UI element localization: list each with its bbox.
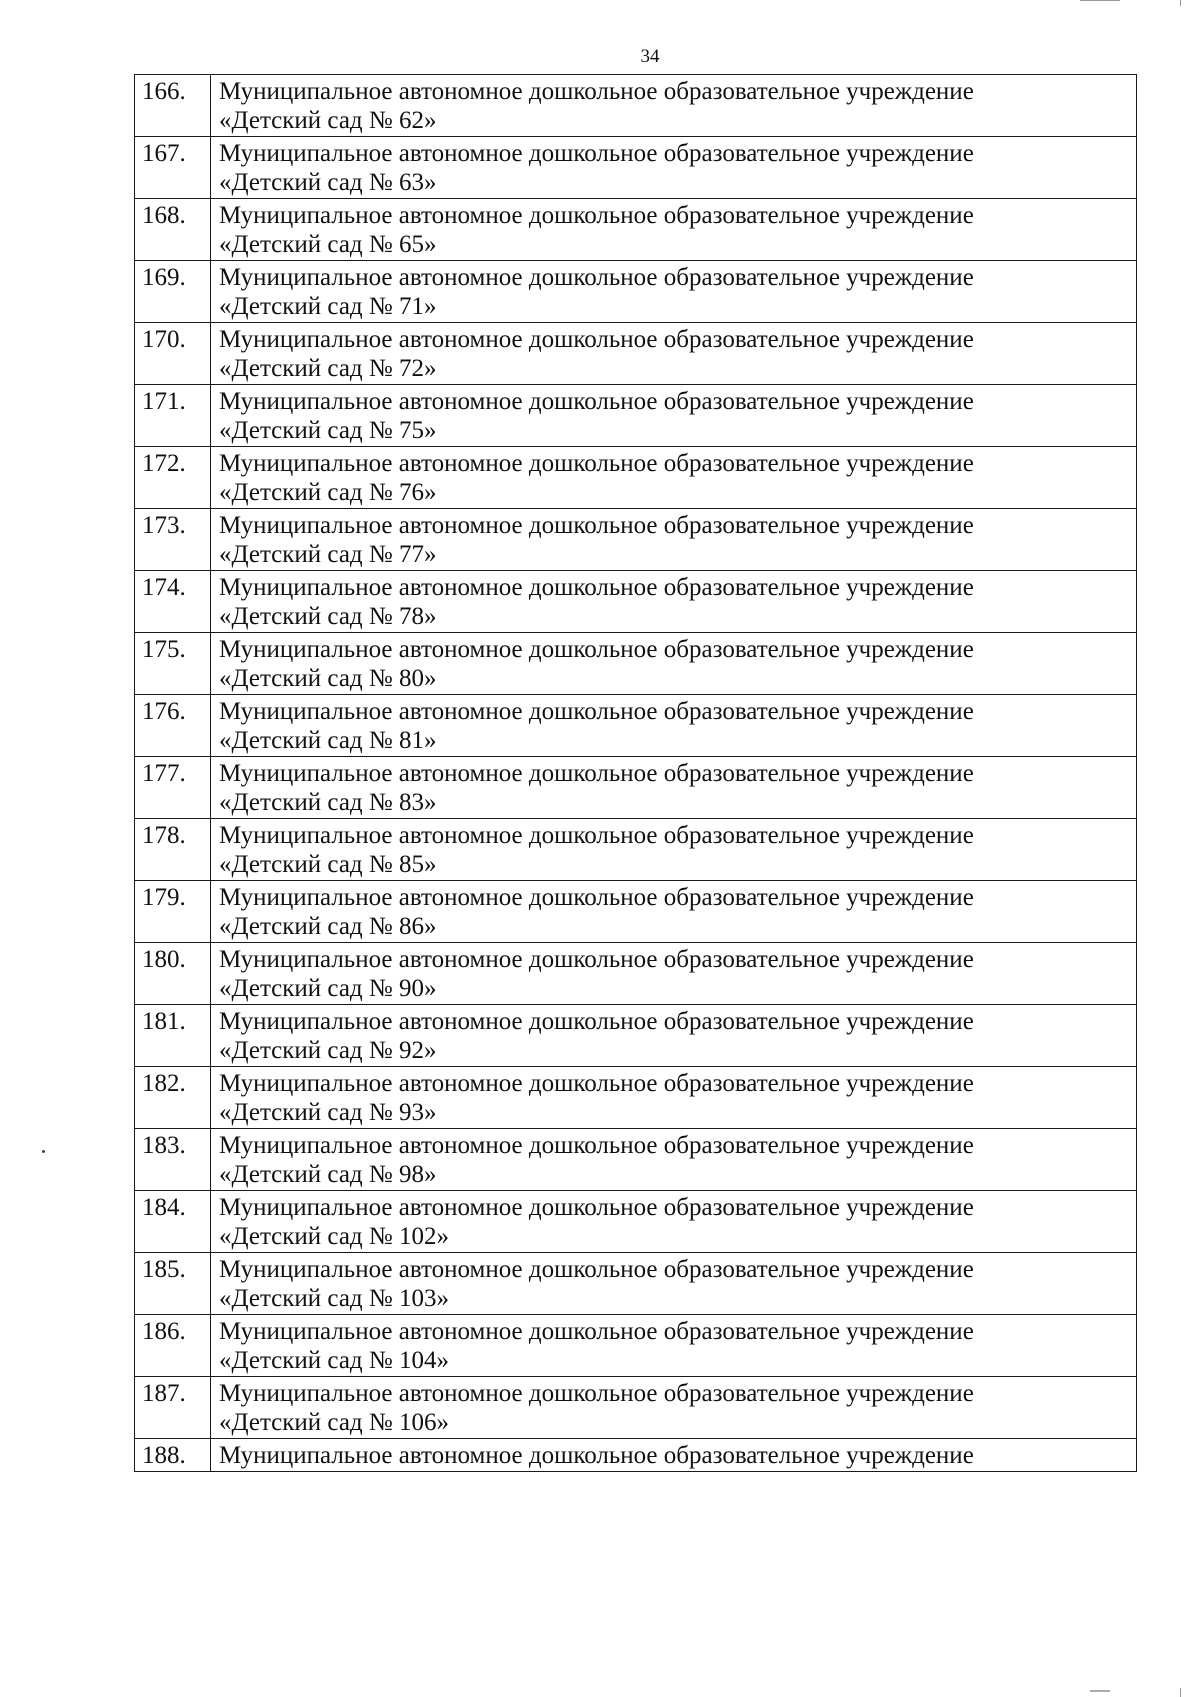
institution-name	[211, 819, 1137, 881]
table-row	[135, 509, 1137, 571]
institution-name	[211, 1439, 1137, 1472]
row-number: 176.	[135, 695, 211, 757]
page-number: 34	[640, 46, 660, 67]
row-number: 182.	[135, 1067, 211, 1129]
institution-type: Муниципальное автономное дошкольное образовательное учреждение	[219, 326, 974, 353]
table-row	[135, 633, 1137, 695]
institution-name	[211, 633, 1137, 695]
institution-title: «Детский сад № 103»	[219, 1285, 450, 1312]
table-row	[135, 75, 1137, 137]
table-row	[135, 323, 1137, 385]
institution-name	[211, 695, 1137, 757]
institutions-table	[134, 74, 1137, 1472]
row-number: 180.	[135, 943, 211, 1005]
institution-type: Муниципальное автономное дошкольное образовательное учреждение	[219, 140, 974, 167]
row-number: 173.	[135, 509, 211, 571]
row-number: 186.	[135, 1315, 211, 1377]
table-row	[135, 1129, 1137, 1191]
table-row	[135, 199, 1137, 261]
table-row	[135, 757, 1137, 819]
table-row	[135, 1067, 1137, 1129]
institution-type: Муниципальное автономное дошкольное образовательное учреждение	[219, 264, 974, 291]
institution-name	[211, 1067, 1137, 1129]
institution-type: Муниципальное автономное дошкольное образовательное учреждение	[219, 1132, 974, 1159]
table-row	[135, 571, 1137, 633]
row-number: 167.	[135, 137, 211, 199]
table-row	[135, 695, 1137, 757]
institution-name	[211, 881, 1137, 943]
institution-type: Муниципальное автономное дошкольное образовательное учреждение	[219, 78, 974, 105]
institution-type: Муниципальное автономное дошкольное образовательное учреждение	[219, 388, 974, 415]
institution-name	[211, 323, 1137, 385]
institution-name	[211, 75, 1137, 137]
institution-type: Муниципальное автономное дошкольное образовательное учреждение	[219, 1442, 974, 1469]
institution-title: «Детский сад № 85»	[219, 851, 437, 878]
institution-name	[211, 1377, 1137, 1439]
institution-type: Муниципальное автономное дошкольное образовательное учреждение	[219, 1008, 974, 1035]
institution-name	[211, 1129, 1137, 1191]
table-row	[135, 1315, 1137, 1377]
row-number: 178.	[135, 819, 211, 881]
row-number: 166.	[135, 75, 211, 137]
institution-title: «Детский сад № 90»	[219, 975, 437, 1002]
institution-name	[211, 261, 1137, 323]
row-number: 172.	[135, 447, 211, 509]
row-number: 175.	[135, 633, 211, 695]
institution-type: Муниципальное автономное дошкольное образовательное учреждение	[219, 1318, 974, 1345]
row-number: 171.	[135, 385, 211, 447]
row-number: 177.	[135, 757, 211, 819]
institution-name	[211, 1005, 1137, 1067]
scan-edge-mark	[1180, 1688, 1181, 1697]
institution-name	[211, 757, 1137, 819]
institution-title: «Детский сад № 80»	[219, 665, 437, 692]
institution-title: «Детский сад № 78»	[219, 603, 437, 630]
table-row	[135, 447, 1137, 509]
table-row	[135, 1377, 1137, 1439]
institution-title: «Детский сад № 63»	[219, 169, 437, 196]
table-row	[135, 819, 1137, 881]
row-number: 185.	[135, 1253, 211, 1315]
institution-title: «Детский сад № 72»	[219, 355, 437, 382]
row-number: 187.	[135, 1377, 211, 1439]
institution-title: «Детский сад № 83»	[219, 789, 437, 816]
institution-title: «Детский сад № 77»	[219, 541, 437, 568]
institution-title: «Детский сад № 86»	[219, 913, 437, 940]
table-row	[135, 1191, 1137, 1253]
row-number: 169.	[135, 261, 211, 323]
table-row	[135, 1439, 1137, 1472]
row-number: 170.	[135, 323, 211, 385]
row-number: 174.	[135, 571, 211, 633]
table-row	[135, 261, 1137, 323]
table-row	[135, 1253, 1137, 1315]
institution-type: Муниципальное автономное дошкольное образовательное учреждение	[219, 202, 974, 229]
table-row	[135, 943, 1137, 1005]
institution-title: «Детский сад № 71»	[219, 293, 437, 320]
institution-type: Муниципальное автономное дошкольное образовательное учреждение	[219, 512, 974, 539]
institution-title: «Детский сад № 92»	[219, 1037, 437, 1064]
institution-type: Муниципальное автономное дошкольное образовательное учреждение	[219, 1070, 974, 1097]
table-row	[135, 1005, 1137, 1067]
institution-type: Муниципальное автономное дошкольное образовательное учреждение	[219, 636, 974, 663]
institution-title: «Детский сад № 76»	[219, 479, 437, 506]
institution-name	[211, 571, 1137, 633]
institution-name	[211, 199, 1137, 261]
institution-name	[211, 1191, 1137, 1253]
scan-edge-mark	[1180, 0, 1181, 6]
row-number: 183.	[135, 1129, 211, 1191]
institution-name	[211, 137, 1137, 199]
institution-type: Муниципальное автономное дошкольное образовательное учреждение	[219, 1194, 974, 1221]
row-number: 188.	[135, 1439, 211, 1472]
institution-title: «Детский сад № 75»	[219, 417, 437, 444]
institution-type: Муниципальное автономное дошкольное образовательное учреждение	[219, 760, 974, 787]
institution-name	[211, 943, 1137, 1005]
institution-title: «Детский сад № 102»	[219, 1223, 450, 1250]
scan-edge-mark	[1090, 1690, 1110, 1692]
institution-type: Муниципальное автономное дошкольное образовательное учреждение	[219, 1256, 974, 1283]
institution-title: «Детский сад № 81»	[219, 727, 437, 754]
institution-title: «Детский сад № 106»	[219, 1409, 450, 1436]
table-row	[135, 881, 1137, 943]
institution-type: Муниципальное автономное дошкольное образовательное учреждение	[219, 946, 974, 973]
institution-title: «Детский сад № 98»	[219, 1161, 437, 1188]
institution-type: Муниципальное автономное дошкольное образовательное учреждение	[219, 698, 974, 725]
institution-type: Муниципальное автономное дошкольное образовательное учреждение	[219, 822, 974, 849]
institution-type: Муниципальное автономное дошкольное образовательное учреждение	[219, 1380, 974, 1407]
institution-title: «Детский сад № 104»	[219, 1347, 450, 1374]
row-number: 168.	[135, 199, 211, 261]
institution-title: «Детский сад № 62»	[219, 107, 437, 134]
row-number: 184.	[135, 1191, 211, 1253]
scan-edge-mark	[1080, 0, 1120, 1]
institution-title: «Детский сад № 65»	[219, 231, 437, 258]
table-row	[135, 137, 1137, 199]
institution-type: Муниципальное автономное дошкольное образовательное учреждение	[219, 574, 974, 601]
institution-name	[211, 1315, 1137, 1377]
institution-name	[211, 447, 1137, 509]
scan-speck	[42, 1150, 45, 1153]
row-number: 181.	[135, 1005, 211, 1067]
institution-name	[211, 1253, 1137, 1315]
institution-name	[211, 385, 1137, 447]
institution-type: Муниципальное автономное дошкольное образовательное учреждение	[219, 450, 974, 477]
institution-title: «Детский сад № 93»	[219, 1099, 437, 1126]
table-row	[135, 385, 1137, 447]
institution-type: Муниципальное автономное дошкольное образовательное учреждение	[219, 884, 974, 911]
row-number: 179.	[135, 881, 211, 943]
institution-name	[211, 509, 1137, 571]
